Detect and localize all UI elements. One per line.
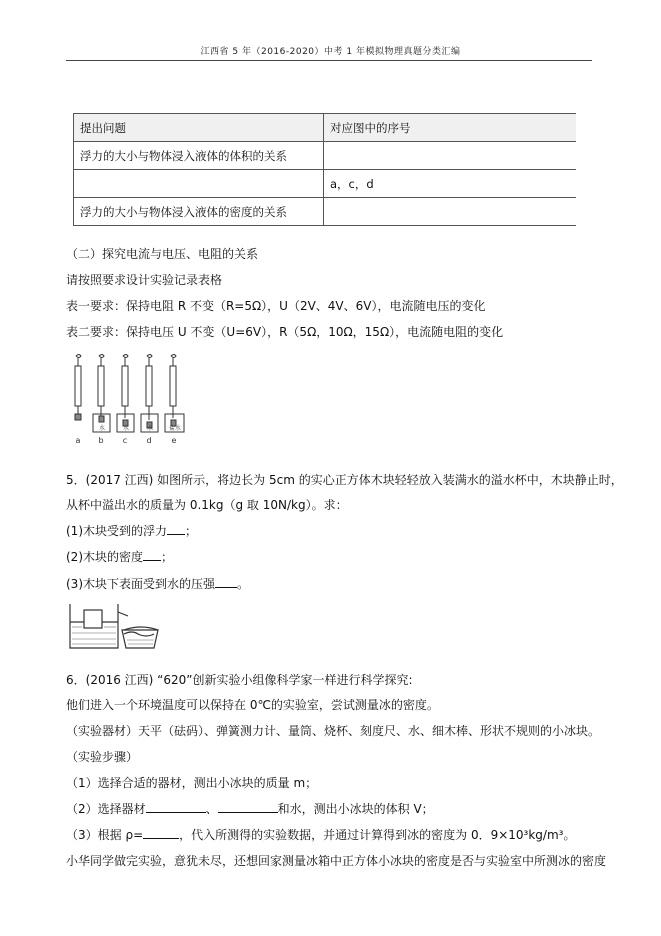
- q6-step3: [66, 826, 575, 843]
- table1-requirement: 表一要求：保持电阻 R 不变（R=5Ω），U（2V、4V、6V），电流随电压的变化: [66, 299, 486, 313]
- figure-label-a: a: [75, 436, 81, 444]
- q5-line2: 从杯中溢出水的质量为 0.1kg（g 取 10N/kg）。求：: [66, 498, 348, 512]
- q6-step2a: （2）选择器材: [66, 802, 146, 816]
- table-row: [74, 114, 577, 142]
- answer-blank: [146, 800, 206, 813]
- overflow-cup-figure: [66, 600, 162, 650]
- q6-step1: （1）选择合适的器材，测出小冰块的质量 m；: [66, 776, 318, 790]
- answer-blank: [143, 826, 179, 839]
- q5-sub1-text: (1)木块受到的浮力: [66, 524, 167, 538]
- figure-label-d: d: [146, 436, 152, 444]
- experiment-table: [73, 113, 576, 226]
- table-cell: [324, 142, 577, 170]
- q6-line2: 他们进入一个环境温度可以保持在 0℃的实验室，尝试测量冰的密度。: [66, 698, 439, 712]
- beaker-label: 水: [98, 425, 106, 432]
- table-cell: 浮力的大小与物体浸入液体的密度的关系: [74, 198, 324, 226]
- q6-line3: （实验器材）天平（砝码）、弹簧测力计、量筒、烧杯、刻度尺、水、细木棒、形状不规则的小冰块。: [66, 724, 601, 738]
- q5-sub3-end: 。: [237, 577, 250, 591]
- q6-line4: （实验步骤）: [66, 750, 139, 764]
- figure-label-c: c: [122, 436, 128, 444]
- beaker-label: 水: [122, 425, 130, 432]
- figure-label-e: e: [171, 436, 177, 444]
- q5-sub2: [66, 548, 173, 565]
- table2-requirement: 表二要求：保持电压 U 不变（U=6V），R（5Ω，10Ω，15Ω），电流随电阻的变化: [66, 325, 504, 339]
- q6-line1: 6．(2016 江西) “620”创新实验小组像科学家一样进行科学探究:: [66, 673, 413, 687]
- table-row: [74, 142, 577, 170]
- q5-sub1: [66, 522, 197, 539]
- buoyancy-figure: [66, 352, 196, 444]
- answer-blank: [143, 548, 161, 561]
- table-cell: 提出问题: [74, 114, 324, 142]
- table-row: [74, 170, 577, 198]
- beaker-label: 水: [146, 425, 154, 432]
- q6-step2b: 、: [205, 802, 218, 816]
- table-row: [74, 198, 577, 226]
- table-cell: 浮力的大小与物体浸入液体的体积的关系: [74, 142, 324, 170]
- table-cell: [74, 170, 324, 198]
- table-cell: a，c，d: [324, 170, 577, 198]
- q6-step2: [66, 800, 434, 817]
- q5-sub1-end: ；: [185, 524, 198, 538]
- q5-line1: 5．(2017 江西) 如图所示，将边长为 5cm 的实心正方体木块轻轻放入装满水的溢水杯中，木块静止时，: [66, 473, 623, 487]
- answer-blank: [167, 522, 185, 535]
- q5-sub3-text: (3)木块下表面受到水的压强: [66, 577, 215, 591]
- figure-label-b: b: [98, 436, 104, 444]
- answer-blank: [215, 575, 237, 588]
- q6-line-last: 小华同学做完实验，意犹未尽，还想回家测量冰箱中正方体小冰块的密度是否与实验室中所测冰的密度: [66, 854, 607, 868]
- q5-sub2-text: (2)木块的密度: [66, 550, 143, 564]
- header-divider: [66, 60, 592, 61]
- table-cell: [324, 198, 577, 226]
- beaker-label: 盐水: [168, 425, 182, 432]
- q6-step3b: ，代入所测得的实验数据，并通过计算得到冰的密度为 0．9×10³kg/m³。: [179, 828, 576, 842]
- section-intro: 请按照要求设计实验记录表格: [66, 273, 223, 287]
- q5-sub3: [66, 575, 249, 592]
- page-header: 江西省 5 年（2016-2020）中考 1 年模拟物理真题分类汇编: [200, 47, 461, 57]
- q5-sub2-end: ；: [161, 550, 174, 564]
- q6-step2c: 和水，测出小冰块的体积 V；: [277, 802, 434, 816]
- section-title: （二）探究电流与电压、电阻的关系: [66, 247, 259, 261]
- table-cell: 对应图中的序号: [324, 114, 577, 142]
- answer-blank: [218, 800, 278, 813]
- q6-step3a: （3）根据 ρ=: [66, 828, 144, 842]
